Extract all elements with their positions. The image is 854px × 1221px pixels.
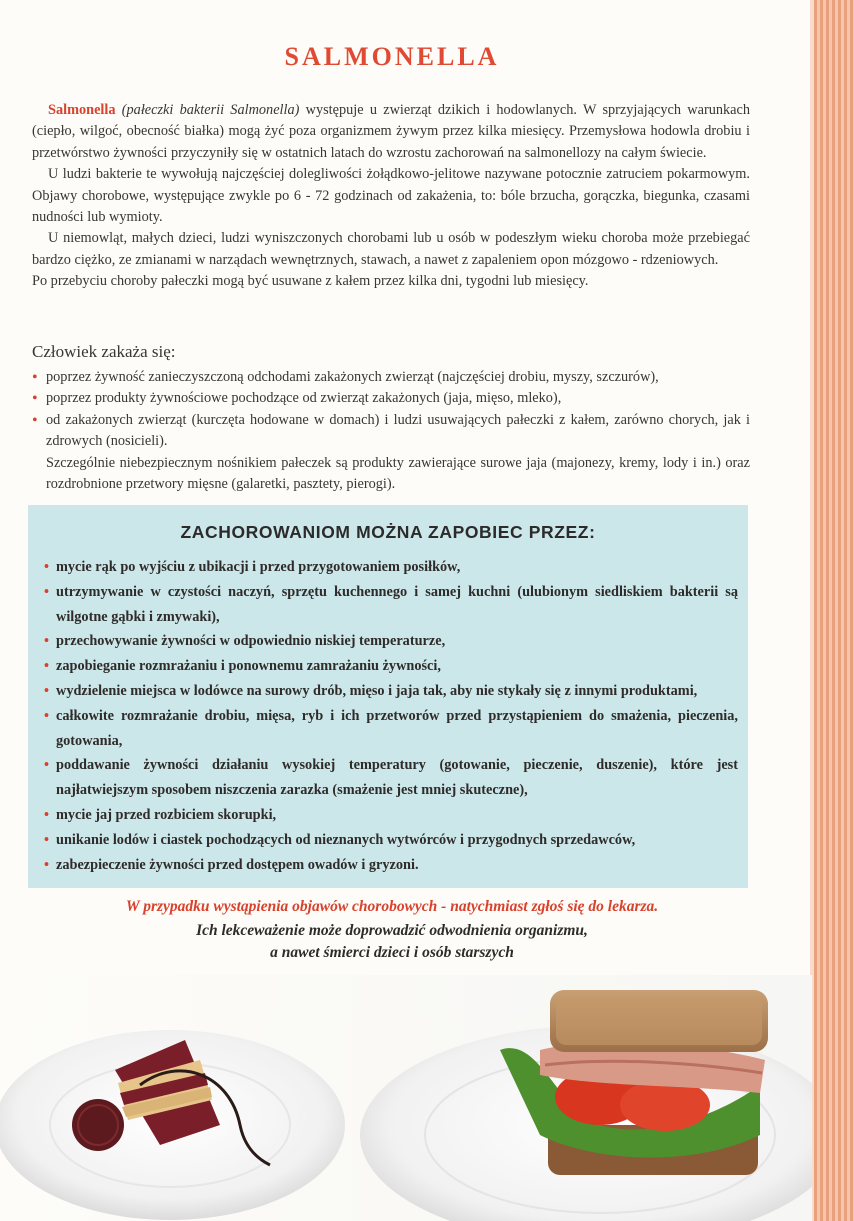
list-item: • całkowite rozmrażanie drobiu, mięsa, ryb i ich przetworów przed przystąpieniem do smażenia, pieczenia, gotowania,	[44, 704, 738, 754]
infection-note: Szczególnie niebezpiecznym nośnikiem pałeczek są produkty zawierające surowe jaja (majonezy, kremy, lody i in.) oraz rozdrobnione przetwory mięsne (galaretki, pasztety, pierogi).	[46, 454, 750, 493]
bullet-icon: •	[44, 583, 50, 600]
bullet-icon: •	[44, 658, 50, 675]
intro-paragraph-1-text: występuje u zwierząt dzikich i hodowlanych. W sprzyjających warunkach (ciepło, wilgoć, obecność białka) mogą żyć poza organizmem żywym przez kilka miesięcy. Przemysłowa hodowla drobiu i przetwórstwo żywności przyczyniły się w ostatnich latach do wzrostu zachorowań na salmonellozy na całym świecie.	[32, 102, 750, 161]
prevention-list	[44, 555, 738, 877]
list-item: • poprzez produkty żywnościowe pochodzące od zwierząt zakażonych (jaja, mięso, mleko),	[32, 388, 750, 409]
list-item: • od zakażonych zwierząt (kurczęta hodowane w domach) i ludzi usuwających pałeczki z kałem, zarówno chorych, jak i zdrowych (nosicieli).	[32, 411, 750, 450]
latin-note: (pałeczki bakterii Salmonella)	[115, 102, 300, 118]
intro-paragraph-4: Po przebyciu choroby pałeczki mogą być usuwane z kałem przez kilka dni, tygodni lub miesięcy.	[32, 273, 589, 290]
bullet-icon: •	[44, 633, 50, 650]
prevention-box	[28, 505, 748, 888]
warning-line-2: Ich lekceważenie może doprowadzić odwodnienia organizmu,	[196, 922, 588, 939]
intro-paragraph-1	[32, 100, 750, 164]
list-item: • mycie rąk po wyjściu z ubikacji i przed przygotowaniem posiłków,	[44, 555, 738, 580]
bullet-icon: •	[32, 390, 38, 408]
list-item: • unikanie lodów i ciastek pochodzących od nieznanych wytwórców i przygodnych sprzedawców,	[44, 828, 738, 853]
bullet-icon: •	[44, 856, 50, 873]
list-item: • zabezpieczenie żywności przed dostępem owadów i gryzoni.	[44, 853, 738, 878]
bullet-icon: •	[32, 411, 38, 429]
bullet-icon: •	[44, 559, 50, 575]
food-photo	[0, 975, 812, 1221]
list-item: • mycie jaj przed rozbiciem skorupki,	[44, 803, 738, 828]
list-item: • wydzielenie miejsca w lodówce na surowy drób, mięso i jaja tak, aby nie stykały się z innymi produktami,	[44, 679, 738, 704]
prevention-heading: ZACHOROWANIOM MOŻNA ZAPOBIEC PRZEZ:	[180, 522, 596, 542]
intro-paragraph-2: U ludzi bakterie te wywołują najczęściej dolegliwości żołądkowo-jelitowe nazywane potocznie zatruciem pokarmowym. Objawy chorobowe, występujące zwykle po 6 - 72 godzinach od zakażenia, to: bóle brzucha, gorączka, biegunka, czasami nudności lub wymioty.	[32, 166, 750, 226]
infection-heading: Człowiek zakaża się:	[32, 342, 176, 361]
list-item: • poddawanie żywności działaniu wysokiej temperatury (gotowanie, pieczenie, duszenie), które jest najłatwiejszym sposobem niszczenia zarazka (smażenie jest mniej skuteczne),	[44, 753, 738, 803]
decorative-side-stripe	[814, 0, 854, 1221]
bullet-icon: •	[44, 682, 50, 699]
list-item: • zapobieganie rozmrażaniu i ponownemu zamrażaniu żywności,	[44, 654, 738, 679]
warning-line-3: a nawet śmierci dzieci i osób starszych	[270, 944, 514, 961]
warning-text	[0, 920, 784, 964]
bullet-icon: •	[44, 757, 50, 774]
infection-list	[32, 367, 750, 495]
bullet-icon: •	[32, 369, 38, 386]
salmonella-term: Salmonella	[48, 102, 116, 118]
intro-paragraph-3: U niemowląt, małych dzieci, ludzi wyniszczonych chorobami lub u osób w podeszłym wieku choroba może przebiegać bardzo ciężko, ze zmianami w narządach wewnętrznych, stawach, a nawet z zapaleniem opon mózgowo - rdzeniowych.	[32, 230, 750, 268]
list-item: • utrzymywanie w czystości naczyń, sprzętu kuchennego i samej kuchni (ulubionym siedliskiem bakterii są wilgotne gąbki i zmywaki),	[44, 580, 738, 630]
warning-line-red: W przypadku wystąpienia objawów chorobowych - natychmiast zgłoś się do lekarza.	[125, 898, 659, 915]
list-item: • przechowywanie żywności w odpowiednio niskiej temperaturze,	[44, 629, 738, 654]
page-title: SALMONELLA	[284, 42, 500, 71]
bullet-icon: •	[44, 707, 50, 724]
intro-section	[32, 100, 750, 293]
list-item: • poprzez żywność zanieczyszczoną odchodami zakażonych zwierząt (najczęściej drobiu, myszy, szczurów),	[32, 367, 750, 388]
bullet-icon: •	[44, 806, 50, 823]
bullet-icon: •	[44, 831, 50, 848]
